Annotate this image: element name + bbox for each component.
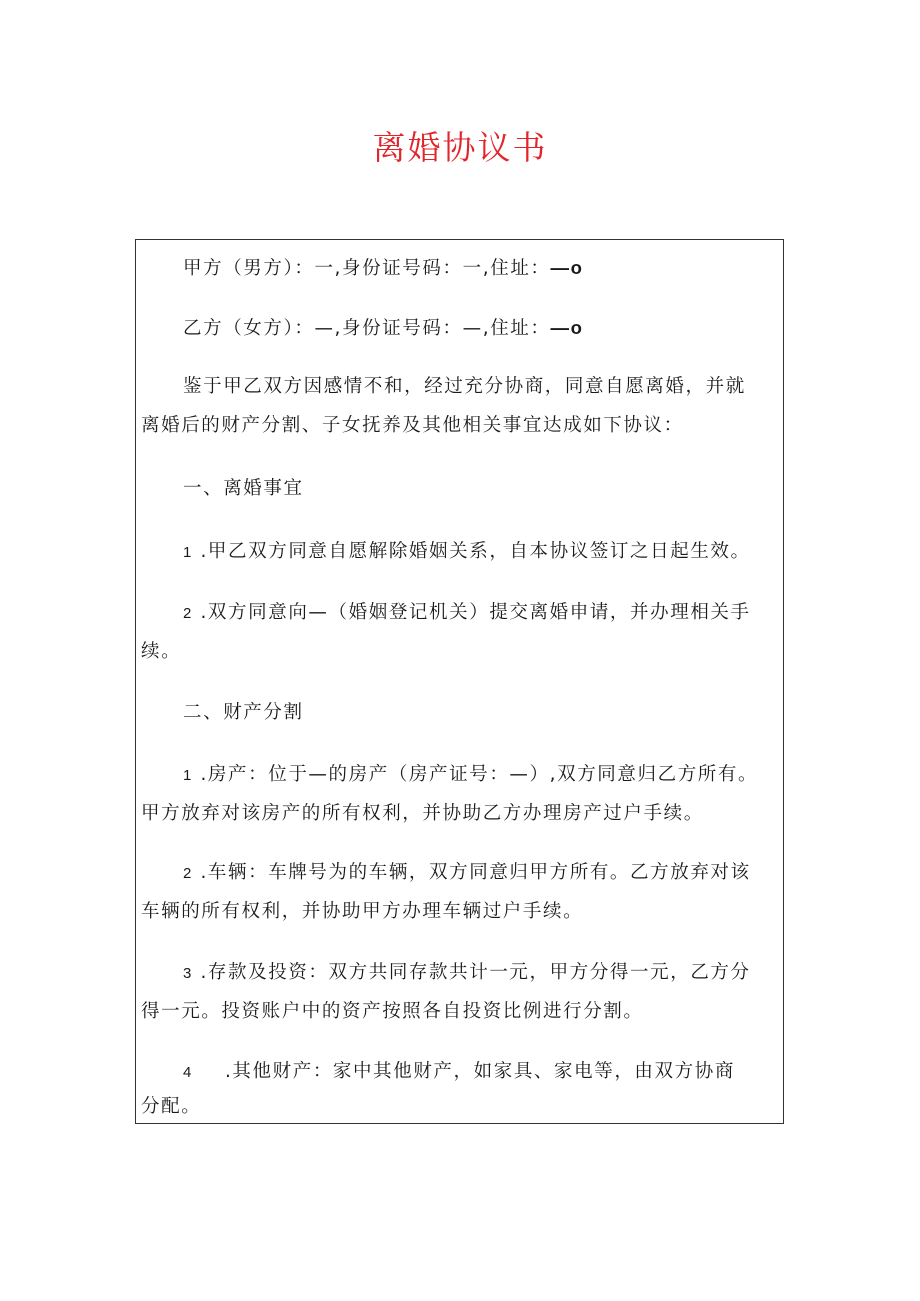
s2-item-2-line-2: 车辆的所有权利，并协助甲方办理车辆过户手续。 [141, 901, 584, 922]
section-2-heading: 二、财产分割 [183, 702, 304, 723]
s1-item-2-line-2: 续。 [141, 641, 182, 662]
s2-item-4-line-2: 分配。 [141, 1096, 202, 1117]
preamble-line-2: 离婚后的财产分割、子女抚养及其他相关事宜达成如下协议： [141, 415, 684, 436]
party-b-line: 乙方（女方）：—,身份证号码：—,住址：—o [183, 317, 584, 339]
s1-item-1: 1 .甲乙双方同意自愿解除婚姻关系，自本协议签订之日起生效。 [183, 541, 751, 562]
preamble-line-1: 鉴于甲乙双方因感情不和，经过充分协商，同意自愿离婚，并就 [183, 376, 746, 397]
section-1-heading: 一、离婚事宜 [183, 478, 304, 499]
agreement-box [135, 239, 784, 1124]
document-title: 离婚协议书 [372, 128, 548, 167]
s2-item-2-line-1: 2 .车辆：车牌号为的车辆，双方同意归甲方所有。乙方放弃对该 [183, 862, 751, 883]
s2-item-3-line-2: 得一元。投资账户中的资产按照各自投资比例进行分割。 [141, 1001, 644, 1022]
s1-item-2-line-1: 2 .双方同意向—（婚姻登记机关）提交离婚申请，并办理相关手 [183, 602, 751, 623]
s2-item-1-line-1: 1 .房产：位于—的房产（房产证号：—）,双方同意归乙方所有。 [183, 764, 759, 785]
s2-item-4-line-1: 4 .其他财产：家中其他财产，如家具、家电等，由双方协商 [183, 1061, 735, 1082]
s2-item-3-line-1: 3 .存款及投资：双方共同存款共计一元，甲方分得一元，乙方分 [183, 962, 751, 983]
s2-item-1-line-2: 甲方放弃对该房产的所有权利，并协助乙方办理房产过户手续。 [141, 803, 704, 824]
party-a-line: 甲方（男方）：一,身份证号码：一,住址：—o [183, 257, 584, 279]
